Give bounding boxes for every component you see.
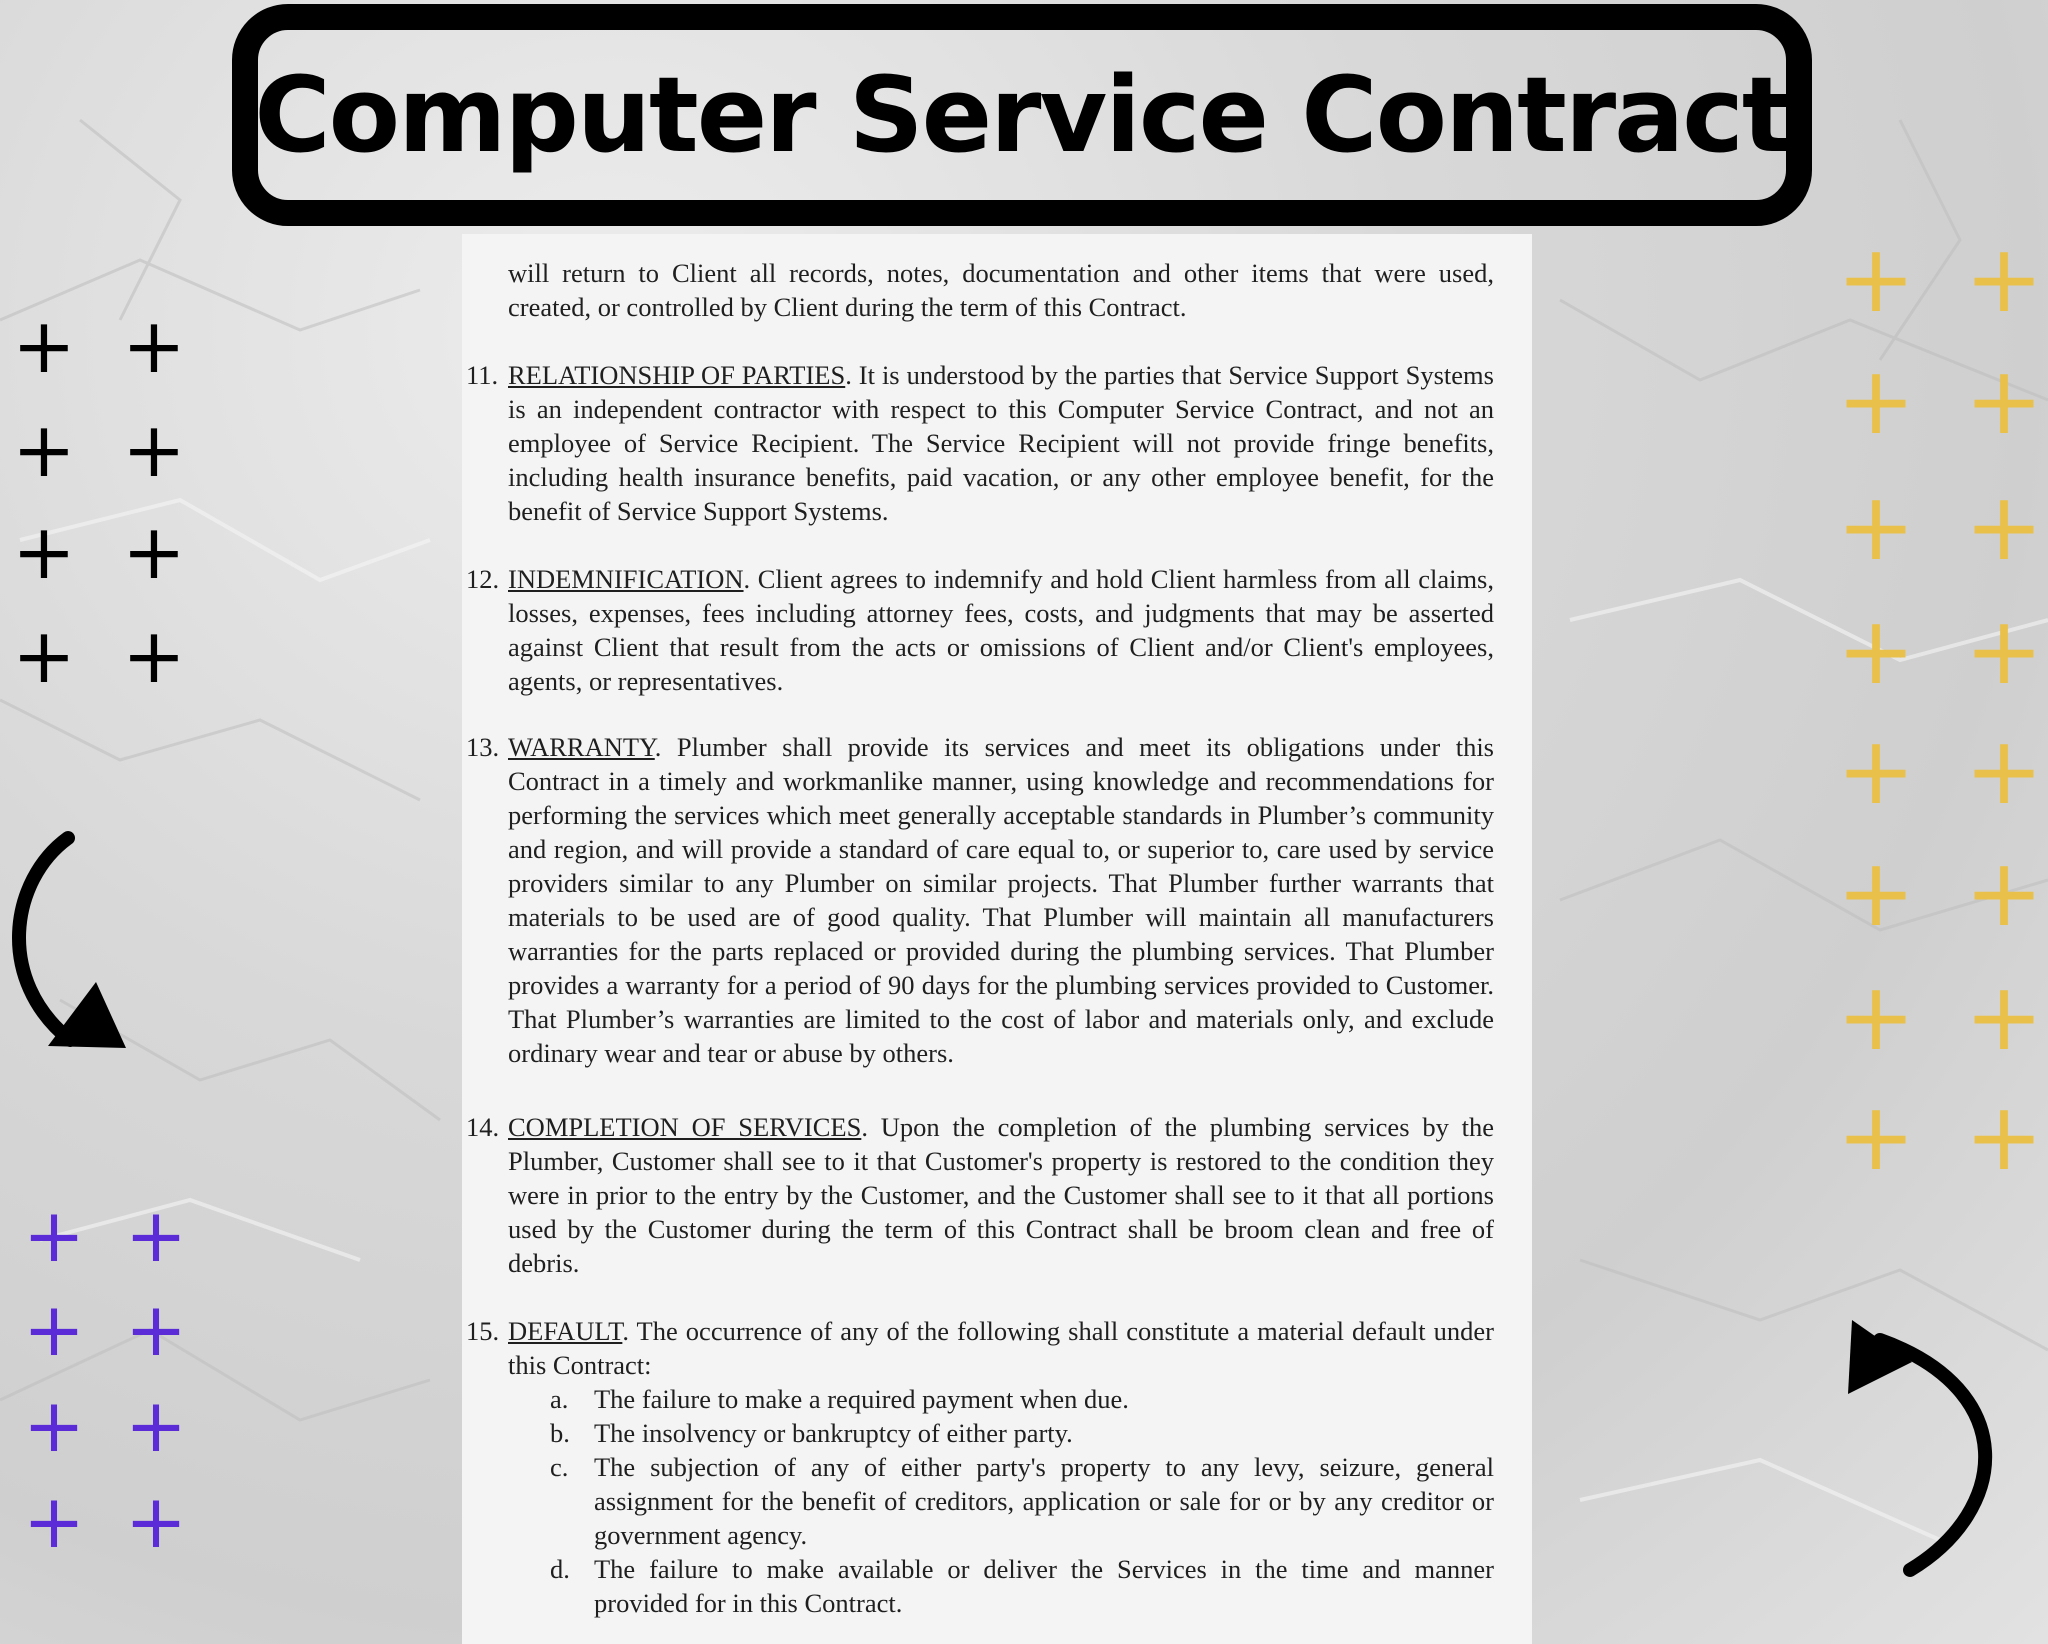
- section-number: 14.: [466, 1112, 500, 1142]
- purple-plus-icon: +: [124, 1193, 188, 1279]
- yellow-plus-icon: +: [1964, 717, 2044, 826]
- section-text: . The occurrence of any of the following shall constitute a material default under this Contract:: [508, 1316, 1494, 1380]
- yellow-plus-icon: +: [1964, 597, 2044, 706]
- section-heading: DEFAULT: [508, 1316, 623, 1346]
- yellow-plus-icon: +: [1836, 963, 1916, 1072]
- yellow-plus-icon: +: [1964, 963, 2044, 1072]
- continuation-paragraph: will return to Client all records, notes, documentation and other items that were used, created, or controlled by Client during the term of this Contract.: [508, 258, 1494, 322]
- section-heading: WARRANTY: [508, 732, 655, 762]
- purple-plus-icon: +: [22, 1193, 86, 1279]
- default-item-d: d. The failure to make available or deliver the Services in the time and manner provided for in this Contract.: [550, 1554, 1494, 1618]
- black-plus-icon: +: [122, 301, 186, 390]
- section-number: 13.: [466, 732, 500, 762]
- purple-plus-icon: +: [22, 1479, 86, 1565]
- black-plus-icon: +: [12, 611, 76, 700]
- page-title: Computer Service Contract: [254, 54, 1790, 176]
- purple-plus-icon: +: [22, 1383, 86, 1469]
- section-heading: COMPLETION OF SERVICES: [508, 1112, 862, 1142]
- purple-plus-icon: +: [22, 1287, 86, 1373]
- section-number: 12.: [466, 564, 500, 594]
- section-heading: RELATIONSHIP OF PARTIES: [508, 360, 846, 390]
- section-heading: INDEMNIFICATION: [508, 564, 744, 594]
- section-14: [462, 1110, 1494, 1280]
- section-13: [462, 730, 1494, 1070]
- black-plus-icon: +: [12, 301, 76, 390]
- black-plus-icon: +: [122, 611, 186, 700]
- black-plus-icon: +: [12, 405, 76, 494]
- section-11: [462, 358, 1494, 528]
- yellow-plus-icon: +: [1964, 1083, 2044, 1192]
- yellow-plus-icon: +: [1836, 473, 1916, 582]
- black-plus-icon: +: [122, 507, 186, 596]
- section-number: 11.: [466, 360, 499, 390]
- black-plus-icon: +: [12, 507, 76, 596]
- curved-arrow-down-icon: [0, 830, 140, 1060]
- curved-arrow-up-icon: [1840, 1320, 2020, 1580]
- yellow-plus-icon: +: [1836, 597, 1916, 706]
- yellow-plus-icon: +: [1964, 225, 2044, 334]
- purple-plus-icon: +: [124, 1287, 188, 1373]
- section-text: . Upon the completion of the plumbing services by the Plumber, Customer shall see to it that Customer's property is restored to the condition they were in prior to the entry by the Customer, and the Customer shall see to it that all portions used by the Customer during the term of this Contract shall be broom clean and free of debris.: [508, 1112, 1494, 1278]
- black-plus-icon: +: [122, 405, 186, 494]
- document-page: [462, 234, 1532, 1644]
- default-item-b: b. The insolvency or bankruptcy of either party.: [550, 1418, 1073, 1448]
- yellow-plus-icon: +: [1836, 225, 1916, 334]
- purple-plus-icon: +: [124, 1383, 188, 1469]
- section-number: 15.: [466, 1316, 500, 1346]
- section-12: [462, 562, 1494, 698]
- yellow-plus-icon: +: [1836, 717, 1916, 826]
- section-text: . Client agrees to indemnify and hold Client harmless from all claims, losses, expenses, fees including attorney fees, costs, and judgments that may be asserted against Client that result from the acts or omissions of Client and/or Client's employees, agents, or representatives.: [508, 564, 1494, 696]
- yellow-plus-icon: +: [1836, 839, 1916, 948]
- section-15: [462, 1314, 1494, 1620]
- yellow-plus-icon: +: [1964, 839, 2044, 948]
- default-item-c: c. The subjection of any of either party's property to any levy, seizure, general assignment for the benefit of creditors, application or sale for or by any creditor or government agency.: [550, 1452, 1494, 1550]
- yellow-plus-icon: +: [1964, 473, 2044, 582]
- yellow-plus-icon: +: [1836, 347, 1916, 456]
- yellow-plus-icon: +: [1964, 347, 2044, 456]
- yellow-plus-icon: +: [1836, 1083, 1916, 1192]
- title-banner: [232, 4, 1812, 226]
- default-item-a: a. The failure to make a required payment when due.: [550, 1384, 1129, 1414]
- section-text: . Plumber shall provide its services and meet its obligations under this Contract in a timely and workmanlike manner, using knowledge and recommendations for performing the services which meet generally acceptable standards in Plumber’s community and region, and will provide a standard of care equal to, or superior to, care used by service providers similar to any Plumber on similar projects. That Plumber further warrants that materials to be used are of good quality. That Plumber will maintain all manufacturers warranties for the parts replaced or provided during the plumbing services. That Plumber provides a warranty for a period of 90 days for the plumbing services provided to Customer. That Plumber’s warranties are limited to the cost of labor and materials only, and exclude ordinary wear and tear or abuse by others.: [508, 732, 1494, 1068]
- section-text: . It is understood by the parties that Service Support Systems is an independent contractor with respect to this Computer Service Contract, and not an employee of Service Recipient. The Service Recipient will not provide fringe benefits, including health insurance benefits, paid vacation, or any other employee benefit, for the benefit of Service Support Systems.: [508, 360, 1494, 526]
- purple-plus-icon: +: [124, 1479, 188, 1565]
